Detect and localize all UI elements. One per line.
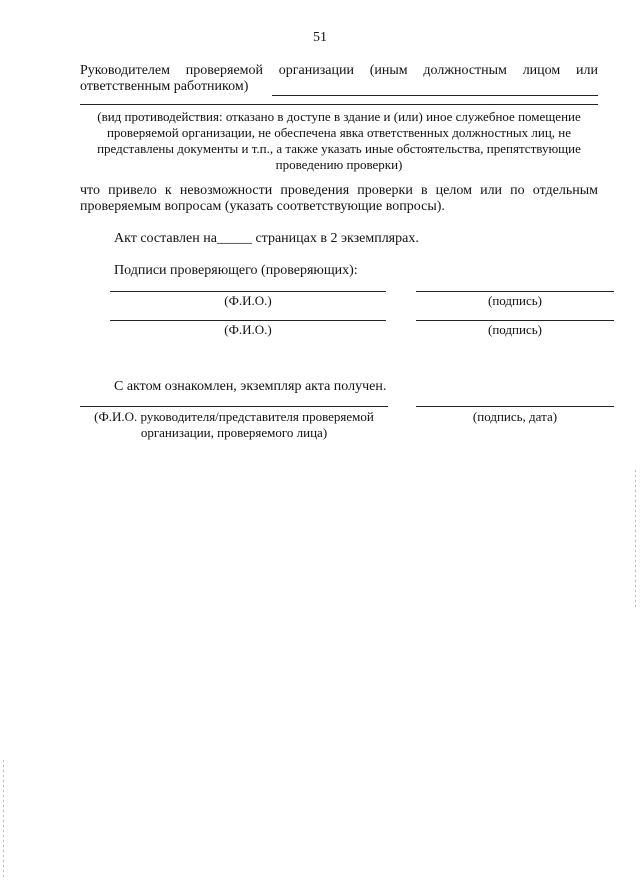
ack-caption-fio-line-1: (Ф.И.О. руководителя/представителя проверяемой	[94, 409, 374, 424]
act-pages-statement	[114, 231, 419, 247]
scan-edge-artifact-right	[635, 470, 636, 610]
signature-caption-sign-2: (подпись)	[488, 322, 542, 337]
signature-caption-fio-1: (Ф.И.О.)	[224, 293, 272, 308]
result-line-2: проверяемым вопросам (указать соответствующие вопросы).	[80, 199, 445, 214]
ack-caption-sign: (подпись, дата)	[472, 409, 558, 424]
page-number: 51	[313, 30, 327, 45]
acknowledgement-text: С актом ознакомлен, экземпляр акта получен.	[114, 379, 387, 394]
signature-line-sign-2	[416, 320, 614, 321]
signature-caption-fio-2: (Ф.И.О.)	[224, 322, 272, 337]
head-line-2: ответственным работником)	[80, 79, 249, 94]
result-line-1: что привело к невозможности проведения проверки в целом или по отдельным	[80, 183, 598, 198]
ack-caption-fio-line-2: организации, проверяемого лица)	[140, 425, 328, 440]
act-pages-after: страницах в 2 экземплярах.	[251, 231, 419, 246]
ack-line-sign	[416, 406, 614, 407]
scan-edge-artifact-left	[3, 760, 4, 880]
counteraction-note	[80, 109, 598, 173]
signature-line-sign-1	[416, 291, 614, 292]
signatures-heading: Подписи проверяющего (проверяющих):	[114, 263, 358, 278]
fill-line-full	[80, 104, 598, 105]
head-line-1: Руководителем проверяемой организации (иным должностным лицом или	[80, 63, 598, 78]
counteraction-note-line-1: (вид противодействия: отказано в доступе в здание и (или) иное служебное помещение	[97, 109, 581, 124]
signature-line-fio-2	[110, 320, 386, 321]
fill-line-head	[272, 95, 598, 96]
ack-caption-fio	[80, 409, 388, 441]
act-pages-before: Акт составлен на	[114, 231, 217, 246]
signature-line-fio-1	[110, 291, 386, 292]
ack-line-fio	[80, 406, 388, 407]
signature-caption-sign-1: (подпись)	[488, 293, 542, 308]
counteraction-note-line-3: представлены документы и т.п., а также указать иные обстоятельства, препятствующие	[97, 141, 581, 156]
act-pages-blank: _____	[216, 231, 252, 246]
counteraction-note-line-4: проведению проверки)	[275, 157, 403, 172]
counteraction-note-line-2: проверяемой организации, не обеспечена явка ответственных должностных лиц, не	[106, 125, 572, 140]
